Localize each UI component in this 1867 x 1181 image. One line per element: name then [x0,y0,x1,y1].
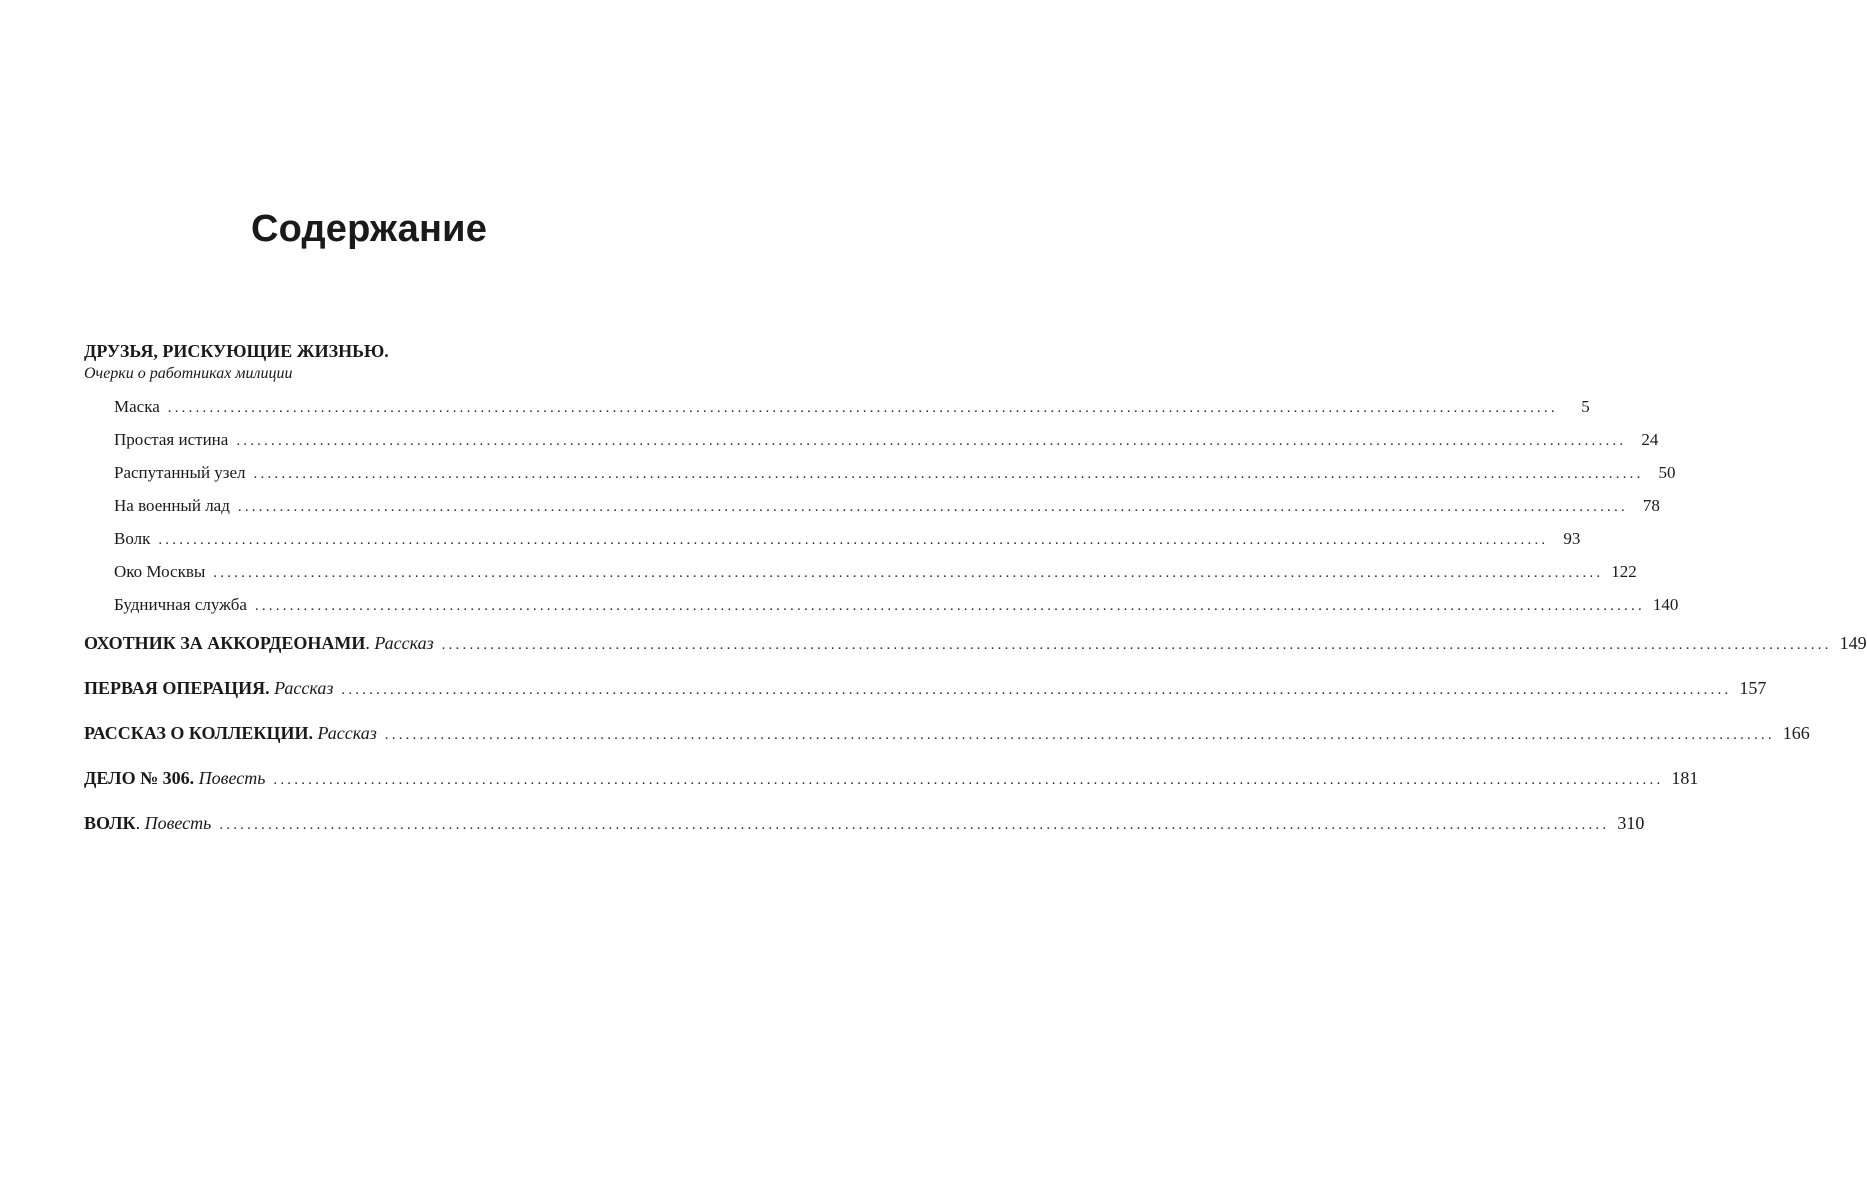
toc-item[interactable] [114,456,1676,489]
toc-entry-separator: . [135,813,145,833]
toc-item-title: Простая истина [114,430,229,449]
toc-item-title: Око Москвы [114,562,206,581]
toc-entry[interactable] [84,801,1645,846]
table-of-contents [84,338,1867,846]
toc-item[interactable] [114,423,1659,456]
dot-leader: ........................................................................................................................................................................................................ [236,433,1627,449]
toc-item-title: Волк [114,529,151,548]
toc-item-page: 78 [1642,496,1660,515]
toc-entry-genre: Повесть [144,813,212,833]
toc-item-page: 50 [1658,463,1676,482]
toc-entry-label [84,621,434,666]
toc-entry[interactable] [84,756,1699,801]
toc-entry-page: 181 [1671,768,1699,788]
dot-leader: ........................................................................................................................................................................................................ [158,532,1549,548]
toc-entry-title: ОХОТНИК ЗА АККОРДЕОНАМИ [84,633,366,653]
toc-entry-genre: Рассказ [317,723,377,743]
toc-entry-title: ПЕРВАЯ ОПЕРАЦИЯ. [84,678,270,698]
dot-leader: ........................................................................................................................................................................................................ [273,772,1664,788]
dot-leader: ........................................................................................................................................................................................................ [213,565,1604,581]
dot-leader: ........................................................................................................................................................................................................ [253,466,1644,482]
dot-leader: ........................................................................................................................................................................................................ [441,637,1832,653]
dot-leader: ........................................................................................................................................................................................................ [167,400,1558,416]
toc-item-title: Распутанный узел [114,463,246,482]
toc-item-title: Будничная служба [114,595,247,614]
toc-item[interactable] [114,390,1590,423]
toc-item-title: На военный лад [114,496,230,515]
dot-leader: ........................................................................................................................................................................................................ [384,727,1775,743]
toc-item[interactable] [114,588,1679,621]
dot-leader: ........................................................................................................................................................................................................ [341,682,1732,698]
toc-entry-label [84,666,333,711]
toc-item[interactable] [114,489,1660,522]
section-subtitle: Очерки о работниках милиции [84,365,293,382]
toc-item-page: 122 [1611,562,1637,581]
toc-entry-page: 157 [1739,678,1767,698]
toc-item-page: 140 [1652,595,1679,614]
toc-entry-page: 166 [1782,723,1810,743]
toc-entry-page: 149 [1839,633,1867,653]
toc-item[interactable] [114,555,1637,588]
toc-item-page: 93 [1563,529,1581,548]
dot-leader: ........................................................................................................................................................................................................ [254,598,1645,614]
toc-entry-genre: Рассказ [374,633,434,653]
toc-entry-genre: Рассказ [274,678,334,698]
toc-entry-separator: . [365,633,375,653]
page-title: Содержание [250,208,488,250]
toc-item[interactable] [114,522,1581,555]
toc-entry-title: РАССКАЗ О КОЛЛЕКЦИИ. [84,723,313,743]
toc-item-page: 24 [1641,430,1659,449]
section-title: ДРУЗЬЯ, РИСКУЮЩИЕ ЖИЗНЬЮ. [84,341,389,361]
dot-leader: ........................................................................................................................................................................................................ [237,499,1628,515]
toc-entry-title: ВОЛК [84,813,136,833]
toc-entry-label [84,801,211,846]
toc-entry-title: ДЕЛО № 306. [84,768,195,788]
toc-entry-label [84,756,265,801]
toc-entry[interactable] [84,621,1867,666]
toc-entry-genre: Повесть [198,768,266,788]
dot-leader: ........................................................................................................................................................................................................ [219,817,1610,833]
toc-entry-page: 310 [1617,813,1645,833]
toc-entry-label [84,711,377,756]
toc-entry[interactable] [84,711,1810,756]
toc-entry[interactable] [84,666,1767,711]
section-items [84,390,1679,621]
toc-item-title: Маска [114,397,160,416]
toc-item-page: 5 [1581,397,1590,416]
